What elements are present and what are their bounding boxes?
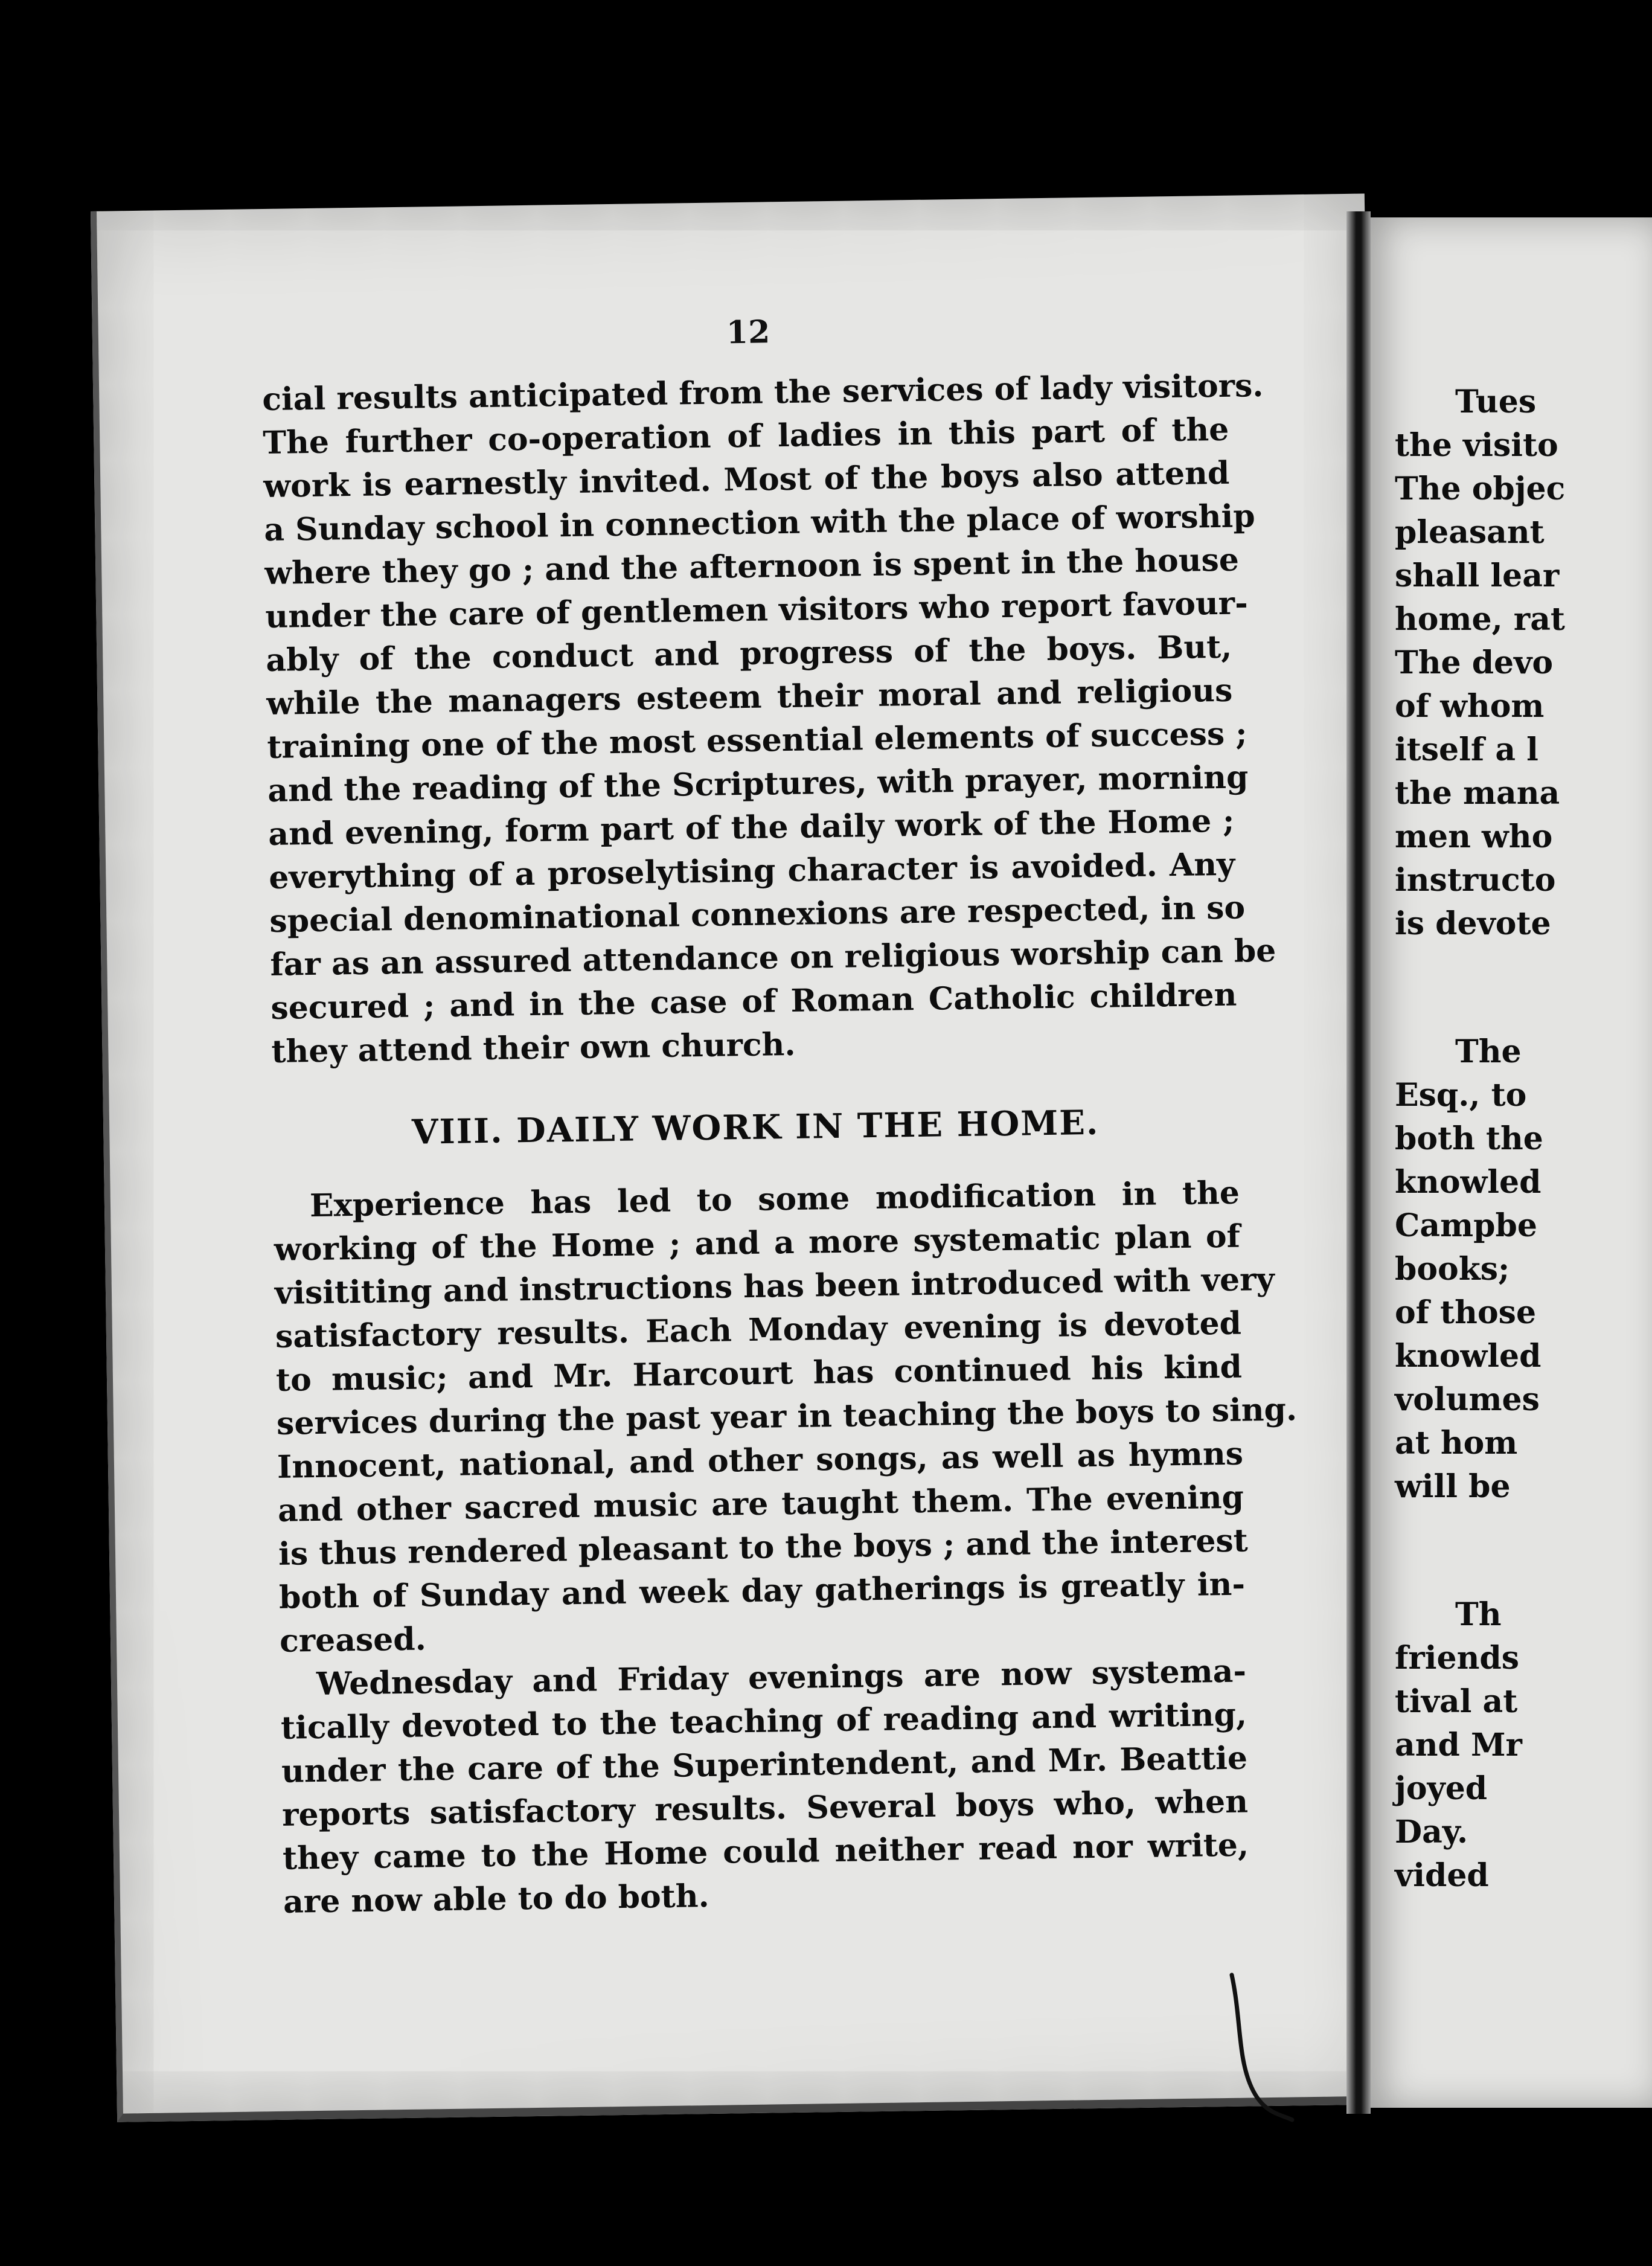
- text-line: The objec: [1395, 470, 1566, 507]
- text-line: everything of a proselytising character is avoided. Any: [269, 846, 1235, 896]
- text-line: itself a l: [1395, 731, 1538, 768]
- text-line: reports satisfactory results. Several boys who, when: [281, 1783, 1249, 1834]
- text-line: are now able to do both.: [283, 1877, 710, 1921]
- text-line: volumes: [1395, 1381, 1540, 1418]
- text-line: ably of the conduct and progress of the boys. But,: [265, 628, 1232, 679]
- text-line: special denominational connexions are respected, in so: [269, 889, 1246, 940]
- text-line: visititing and instructions has been introduced with very: [274, 1260, 1275, 1312]
- text-line: books;: [1395, 1251, 1510, 1288]
- text-line: friends: [1395, 1640, 1520, 1677]
- text-line: work is earnestly invited. Most of the boys also attend: [263, 454, 1230, 506]
- paragraph-2: [274, 1172, 1298, 1663]
- text-line: of whom: [1395, 688, 1545, 725]
- text-line: The: [1455, 1033, 1522, 1070]
- text-line: Tues: [1455, 384, 1537, 420]
- text-line: under the care of gentlemen visitors who report favour-: [264, 585, 1249, 636]
- text-line: they came to the Home could neither read nor write,: [282, 1826, 1249, 1877]
- text-line: knowled: [1395, 1338, 1542, 1375]
- text-line: the visito: [1395, 427, 1558, 464]
- paragraph-3: [280, 1650, 1250, 1924]
- text-line: at hom: [1395, 1425, 1518, 1462]
- text-line: Esq., to: [1395, 1077, 1527, 1114]
- text-line: home, rat: [1395, 601, 1565, 638]
- text-line: of those: [1395, 1294, 1537, 1331]
- section-heading: VIII. DAILY WORK IN THE HOME.: [411, 1102, 1100, 1152]
- text-line: tival at: [1395, 1683, 1518, 1720]
- right-page: [1371, 217, 1652, 2108]
- book-gutter: [1346, 211, 1371, 2114]
- text-line: they attend their own church.: [271, 1025, 796, 1070]
- text-line: to music; and Mr. Harcourt has continued his kind: [275, 1348, 1243, 1399]
- text-line: working of the Home ; and a more systematic plan of: [274, 1218, 1241, 1268]
- text-line: both the: [1395, 1120, 1543, 1157]
- text-line: and evening, form part of the daily work of the Home ;: [268, 802, 1235, 853]
- text-line: a Sunday school in connection with the place of worship: [263, 498, 1256, 549]
- text-line: and Mr: [1395, 1727, 1522, 1764]
- text-line: services during the past year in teaching the boys to sing.: [276, 1391, 1298, 1442]
- text-line: instructo: [1395, 862, 1556, 899]
- text-line: vided: [1395, 1857, 1489, 1894]
- text-line: The further co-operation of ladies in this part of the: [262, 411, 1229, 462]
- text-line: and the reading of the Scriptures, with prayer, morning: [267, 759, 1249, 809]
- text-line: the mana: [1395, 775, 1560, 812]
- text-line: Wednesday and Friday evenings are now systema-: [316, 1652, 1247, 1703]
- text-line: while the managers esteem their moral and religious: [266, 672, 1233, 723]
- text-line: will be: [1395, 1468, 1511, 1505]
- text-line: satisfactory results. Each Monday evening is devoted: [275, 1305, 1242, 1355]
- text-line: Experience has led to some modification in the: [309, 1174, 1240, 1225]
- text-line: Innocent, national, and other songs, as well as hymns: [277, 1435, 1244, 1486]
- text-line: under the care of the Superintendent, and Mr. Beattie: [281, 1739, 1248, 1790]
- body-text: [261, 365, 1298, 1924]
- text-line: knowled: [1395, 1164, 1542, 1201]
- text-line: is thus rendered pleasant to the boys ; and the interest: [278, 1522, 1249, 1573]
- text-line: secured ; and in the case of Roman Catholic children: [271, 976, 1237, 1027]
- text-line: The devo: [1395, 644, 1554, 681]
- text-line: training one of the most essential elements of success ;: [266, 715, 1247, 766]
- text-line: joyed: [1395, 1770, 1488, 1807]
- text-line: pleasant: [1395, 514, 1545, 551]
- left-page: [91, 194, 1391, 2122]
- text-line: Campbe: [1395, 1207, 1537, 1244]
- text-line: shall lear: [1395, 557, 1560, 594]
- text-line: both of Sunday and week day gatherings is greatly in-: [278, 1565, 1246, 1616]
- text-line: Day.: [1395, 1814, 1468, 1850]
- text-line: far as an assured attendance on religious worship can be: [270, 932, 1276, 983]
- text-line: Th: [1455, 1596, 1502, 1633]
- paragraph-1: [261, 365, 1276, 1074]
- text-line: creased.: [279, 1620, 427, 1660]
- text-line: is devote: [1395, 905, 1551, 942]
- text-line: where they go ; and the afternoon is spent in the house: [264, 541, 1240, 592]
- right-page-text: [1395, 380, 1565, 1898]
- text-line: cial results anticipated from the services of lady visitors.: [261, 367, 1264, 419]
- text-line: men who: [1395, 818, 1553, 855]
- text-line: tically devoted to the teaching of reading and writing,: [280, 1696, 1247, 1747]
- text-line: and other sacred music are taught them. The evening: [277, 1478, 1244, 1529]
- page-number: 12: [726, 313, 770, 351]
- pen-mark-icon: [1208, 1969, 1304, 2126]
